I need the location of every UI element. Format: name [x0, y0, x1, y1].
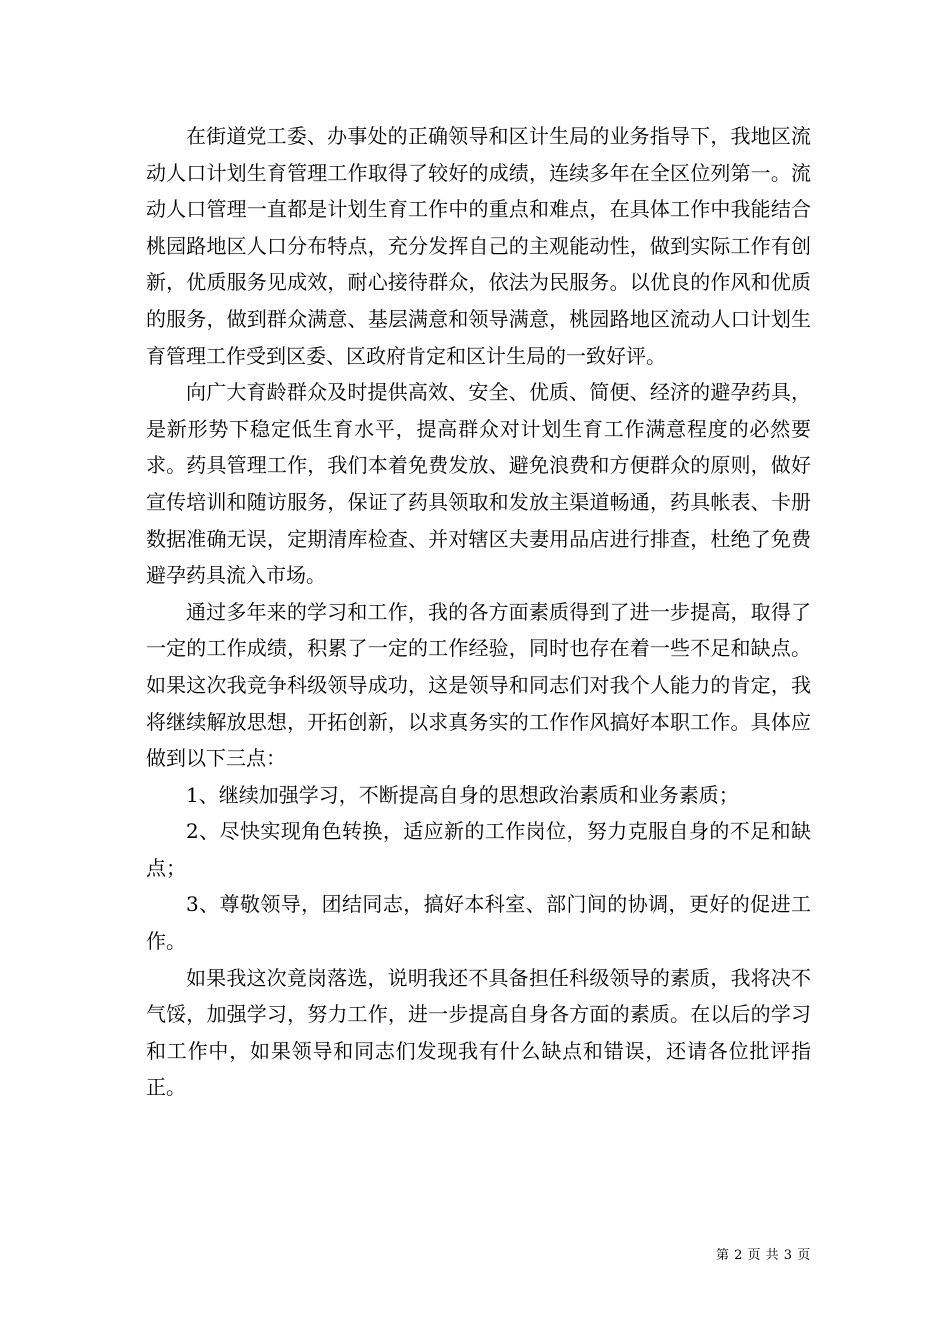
paragraph-contraceptive-management: 向广大育龄群众及时提供高效、安全、优质、简便、经济的避孕药具，是新形势下稳定低生育水平，提高群众对计划生育工作满意程度的必然要求。药具管理工作，我们本着免费发放、避免浪费和方便群众的原则，做好宣传培训和随访服务，保证了药具领取和发放主渠道畅通，药具帐表、卡册数据准确无误，定期清库检查、并对辖区夫妻用品店进行排查，杜绝了免费避孕药具流入市场。 — [146, 380, 811, 588]
paragraph-work-achievements: 在街道党工委、办事处的正确领导和区计生局的业务指导下，我地区流动人口计划生育管理工作取得了较好的成绩，连续多年在全区位列第一。流动人口管理一直都是计划生育工作中的重点和难点，在具体工作中我能结合桃园路地区人口分布特点，充分发挥自己的主观能动性，做到实际工作有创新，优质服务见成效，耐心接待群众，依法为民服务。以优良的作风和优质的服务，做到群众满意、基层满意和领导满意，桃园路地区流动人口计划生育管理工作受到区委、区政府肯定和区计生局的一致好评。 — [146, 124, 811, 368]
list-item-1: 1、继续加强学习，不断提高自身的思想政治素质和业务素质； — [186, 782, 739, 807]
document-body — [146, 118, 811, 1106]
paragraph-closing: 如果我这次竟岗落选，说明我还不具备担任科级领导的素质，我将决不气馁，加强学习，努力工作，进一步提高自身各方面的素质。在以后的学习和工作中，如果领导和同志们发现我有什么缺点和错误，还请各位批评指正。 — [146, 965, 811, 1100]
paragraph-self-assessment: 通过多年来的学习和工作，我的各方面素质得到了进一步提高，取得了一定的工作成绩，积累了一定的工作经验，同时也存在着一些不足和缺点。如果这次我竞争科级领导成功，这是领导和同志们对我个人能力的肯定，我将继续解放思想，开拓创新，以求真务实的工作作风搞好本职工作。具体应做到以下三点： — [146, 599, 811, 771]
list-item-3: 3、尊敬领导，团结同志，搞好本科室、部门间的协调，更好的促进工作。 — [146, 892, 811, 954]
list-item-2: 2、尽快实现角色转换，适应新的工作岗位，努力克服自身的不足和缺点； — [146, 819, 811, 880]
page-number-footer: 第 2 页 共 3 页 — [716, 1248, 811, 1263]
